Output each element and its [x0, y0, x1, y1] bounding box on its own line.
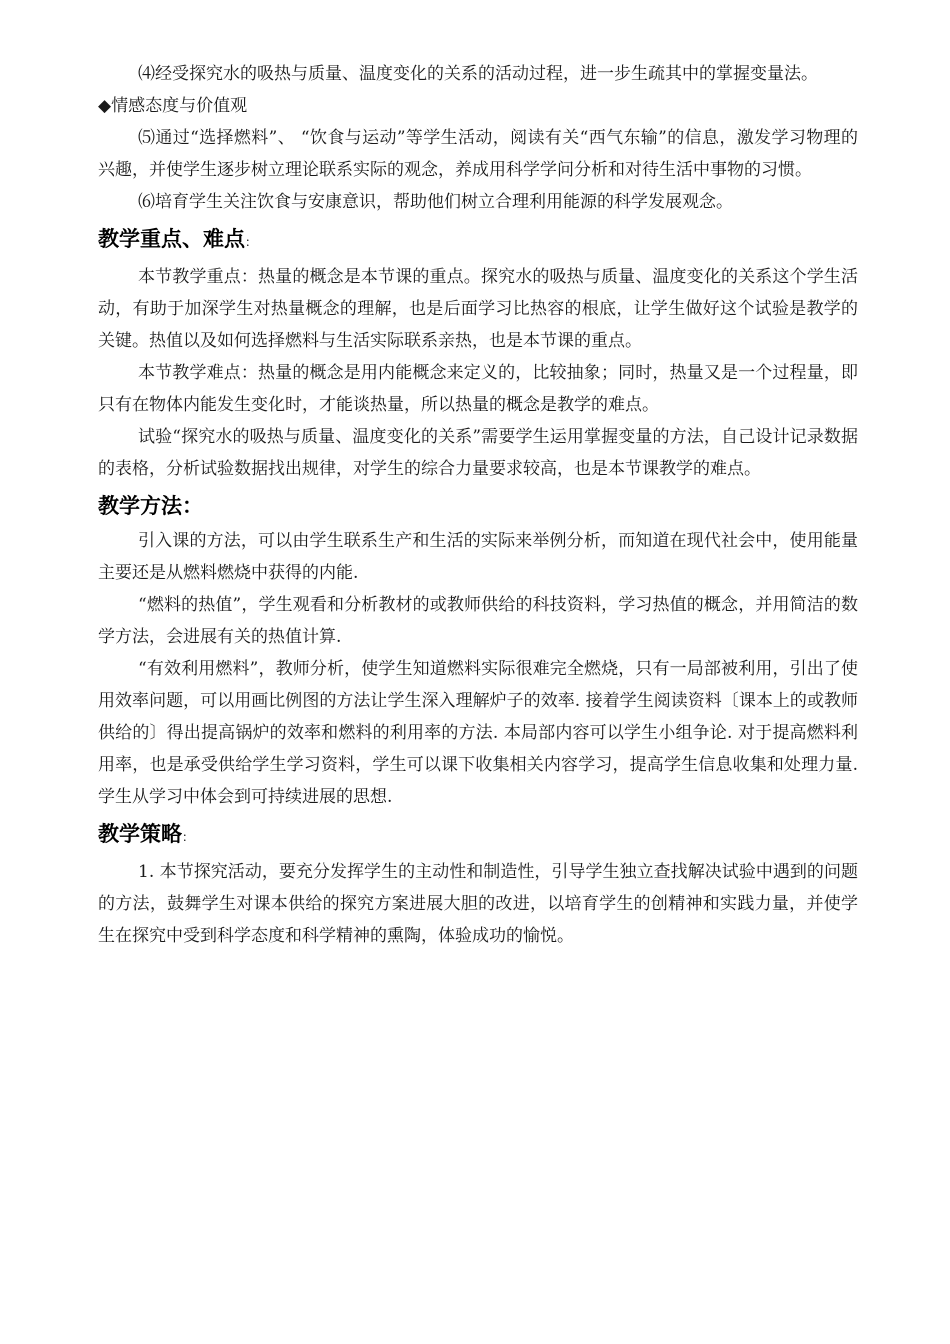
key-point-paragraph-3: 试验“探究水的吸热与质量、温度变化的关系”需要学生运用掌握变量的方法，自己设计记录数据的表格，分析试验数据找出规律，对学生的综合力量要求较高，也是本节课教学的难点。 [98, 427, 858, 479]
objective-4: ⑷经受探究水的吸热与质量、温度变化的关系的活动过程，进一步生疏其中的掌握变量法。 [138, 64, 818, 84]
section-affect-values: ◆情感态度与价值观 [98, 96, 248, 116]
method-paragraph-2: “燃料的热值”，学生观看和分析教材的或教师供给的科技资料，学习热值的概念，并用简洁的数学方法，会进展有关的热值计算. [98, 595, 858, 647]
heading-methods: 教学方法： [98, 494, 203, 518]
objective-6: ⑹培育学生关注饮食与安康意识，帮助他们树立合理利用能源的科学发展观念。 [138, 192, 733, 212]
strategy-paragraph-1: 1. 本节探究活动，要充分发挥学生的主动性和制造性，引导学生独立查找解决试验中遇到的问题的方法，鼓舞学生对课本供给的探究方案进展大胆的改进，以培育学生的创精神和实践力量，并使学生在探究中受到科学态度和科学精神的熏陶，体验成功的愉悦。 [98, 862, 858, 946]
heading-strategy-text: 教学策略 [98, 822, 182, 846]
heading-key-points [98, 222, 858, 259]
key-point-paragraph-2: 本节教学难点：热量的概念是用内能概念来定义的，比较抽象；同时，热量又是一个过程量，即只有在物体内能发生变化时，才能谈热量，所以热量的概念是教学的难点。 [98, 363, 858, 415]
objective-5: ⑸通过“选择燃料”、 “饮食与运动”等学生活动，阅读有关“西气东输”的信息，激发学习物理的兴趣，并使学生逐步树立理论联系实际的观念，养成用科学学问分析和对待生活中事物的习惯。 [98, 128, 858, 180]
heading-key-points-colon: ： [245, 235, 258, 249]
heading-strategy [98, 817, 858, 854]
heading-key-points-text: 教学重点、难点 [98, 227, 245, 251]
method-paragraph-1: 引入课的方法，可以由学生联系生产和生活的实际来举例分析，而知道在现代社会中，使用能量主要还是从燃料燃烧中获得的内能. [98, 531, 858, 583]
key-point-paragraph-1: 本节教学重点：热量的概念是本节课的重点。探究水的吸热与质量、温度变化的关系这个学生活动，有助于加深学生对热量概念的理解，也是后面学习比热容的根底，让学生做好这个试验是教学的关键。热值以及如何选择燃料与生活实际联系亲热，也是本节课的重点。 [98, 267, 858, 351]
method-paragraph-3: “有效利用燃料”，教师分析，使学生知道燃料实际很难完全燃烧，只有一局部被利用，引出了使用效率问题，可以用画比例图的方法让学生深入理解炉子的效率. 接着学生阅读资料〔课本上的或教师供给的〕得出提高锅炉的效率和燃料的利用率的方法. 本局部内容可以学生小组争论. 对于提高燃料利用率，也是承受供给学生学习资料，学生可以课下收集相关内容学习，提高学生信息收集和处理力量. 学生从学习中体会到可持续进展的思想. [98, 659, 858, 807]
heading-strategy-colon: ： [182, 830, 195, 844]
document-page [98, 58, 858, 952]
